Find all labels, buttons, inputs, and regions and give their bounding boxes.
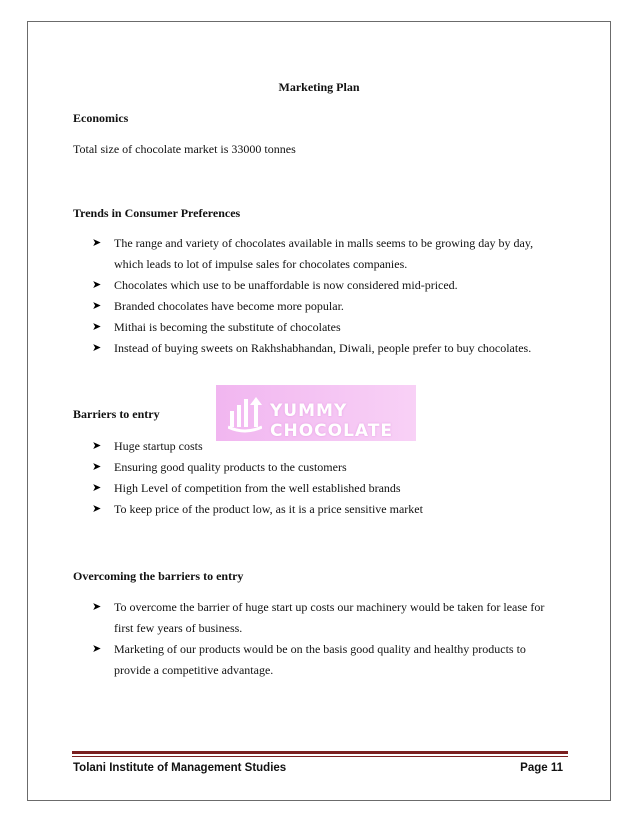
arrow-bullet-icon: ➤ xyxy=(92,321,102,333)
list-item xyxy=(92,317,562,338)
arrow-bullet-icon: ➤ xyxy=(92,237,102,249)
arrow-bullet-icon: ➤ xyxy=(92,482,102,494)
logo-text: YUMMY CHOCOLATE xyxy=(270,401,393,441)
list-item xyxy=(92,499,562,520)
economics-text: Total size of chocolate market is 33000 tonnes xyxy=(73,142,296,156)
section-heading-trends: Trends in Consumer Preferences xyxy=(73,206,241,220)
arrow-bullet-icon: ➤ xyxy=(92,643,102,655)
section-heading-overcoming: Overcoming the barriers to entry xyxy=(73,569,244,583)
arrow-bullet-icon: ➤ xyxy=(92,300,102,312)
barriers-item-text: High Level of competition from the well established brands xyxy=(114,481,401,495)
list-item xyxy=(92,275,562,296)
page-number: Page 11 xyxy=(520,762,563,774)
barriers-item-text: To keep price of the product low, as it is a price sensitive market xyxy=(114,502,423,516)
overcoming-list xyxy=(92,597,562,681)
arrow-bullet-icon: ➤ xyxy=(92,342,102,354)
list-item xyxy=(92,233,562,275)
barriers-list xyxy=(92,436,562,520)
arrow-bullet-icon: ➤ xyxy=(92,601,102,613)
page-title: Marketing Plan xyxy=(278,80,360,94)
trends-item-text: Instead of buying sweets on Rakhshabhandan, Diwali, people prefer to buy chocolates. xyxy=(114,341,532,355)
list-item xyxy=(92,296,562,317)
list-item xyxy=(92,597,562,639)
arrow-bullet-icon: ➤ xyxy=(92,461,102,473)
list-item xyxy=(92,639,562,681)
logo-mark-icon xyxy=(228,393,262,433)
list-item xyxy=(92,478,562,499)
section-heading-barriers: Barriers to entry xyxy=(73,407,160,421)
arrow-bullet-icon: ➤ xyxy=(92,279,102,291)
footer-rule xyxy=(72,751,568,754)
arrow-bullet-icon: ➤ xyxy=(92,440,102,452)
footer-rule-thin xyxy=(72,756,568,757)
yummy-chocolate-logo xyxy=(216,385,416,441)
list-item xyxy=(92,457,562,478)
list-item xyxy=(92,436,562,457)
list-item xyxy=(92,338,562,359)
arrow-bullet-icon: ➤ xyxy=(92,503,102,515)
overcoming-item-text: To overcome the barrier of huge start up costs our machinery would be taken for lease for first few years of business. xyxy=(114,600,545,635)
barriers-item-text: Huge startup costs xyxy=(114,439,203,453)
footer-institute: Tolani Institute of Management Studies xyxy=(73,762,287,774)
overcoming-item-text: Marketing of our products would be on the basis good quality and healthy products to provide a competitive advantage. xyxy=(114,642,526,677)
trends-item-text: Branded chocolates have become more popular. xyxy=(114,299,344,313)
trends-list xyxy=(92,233,562,359)
barriers-item-text: Ensuring good quality products to the customers xyxy=(114,460,347,474)
section-heading-economics: Economics xyxy=(73,111,129,125)
trends-item-text: Chocolates which use to be unaffordable is now considered mid-priced. xyxy=(114,278,458,292)
trends-item-text: The range and variety of chocolates available in malls seems to be growing day by day, which leads to lot of impulse sales for chocolates companies. xyxy=(114,236,534,271)
trends-item-text: Mithai is becoming the substitute of chocolates xyxy=(114,320,341,334)
